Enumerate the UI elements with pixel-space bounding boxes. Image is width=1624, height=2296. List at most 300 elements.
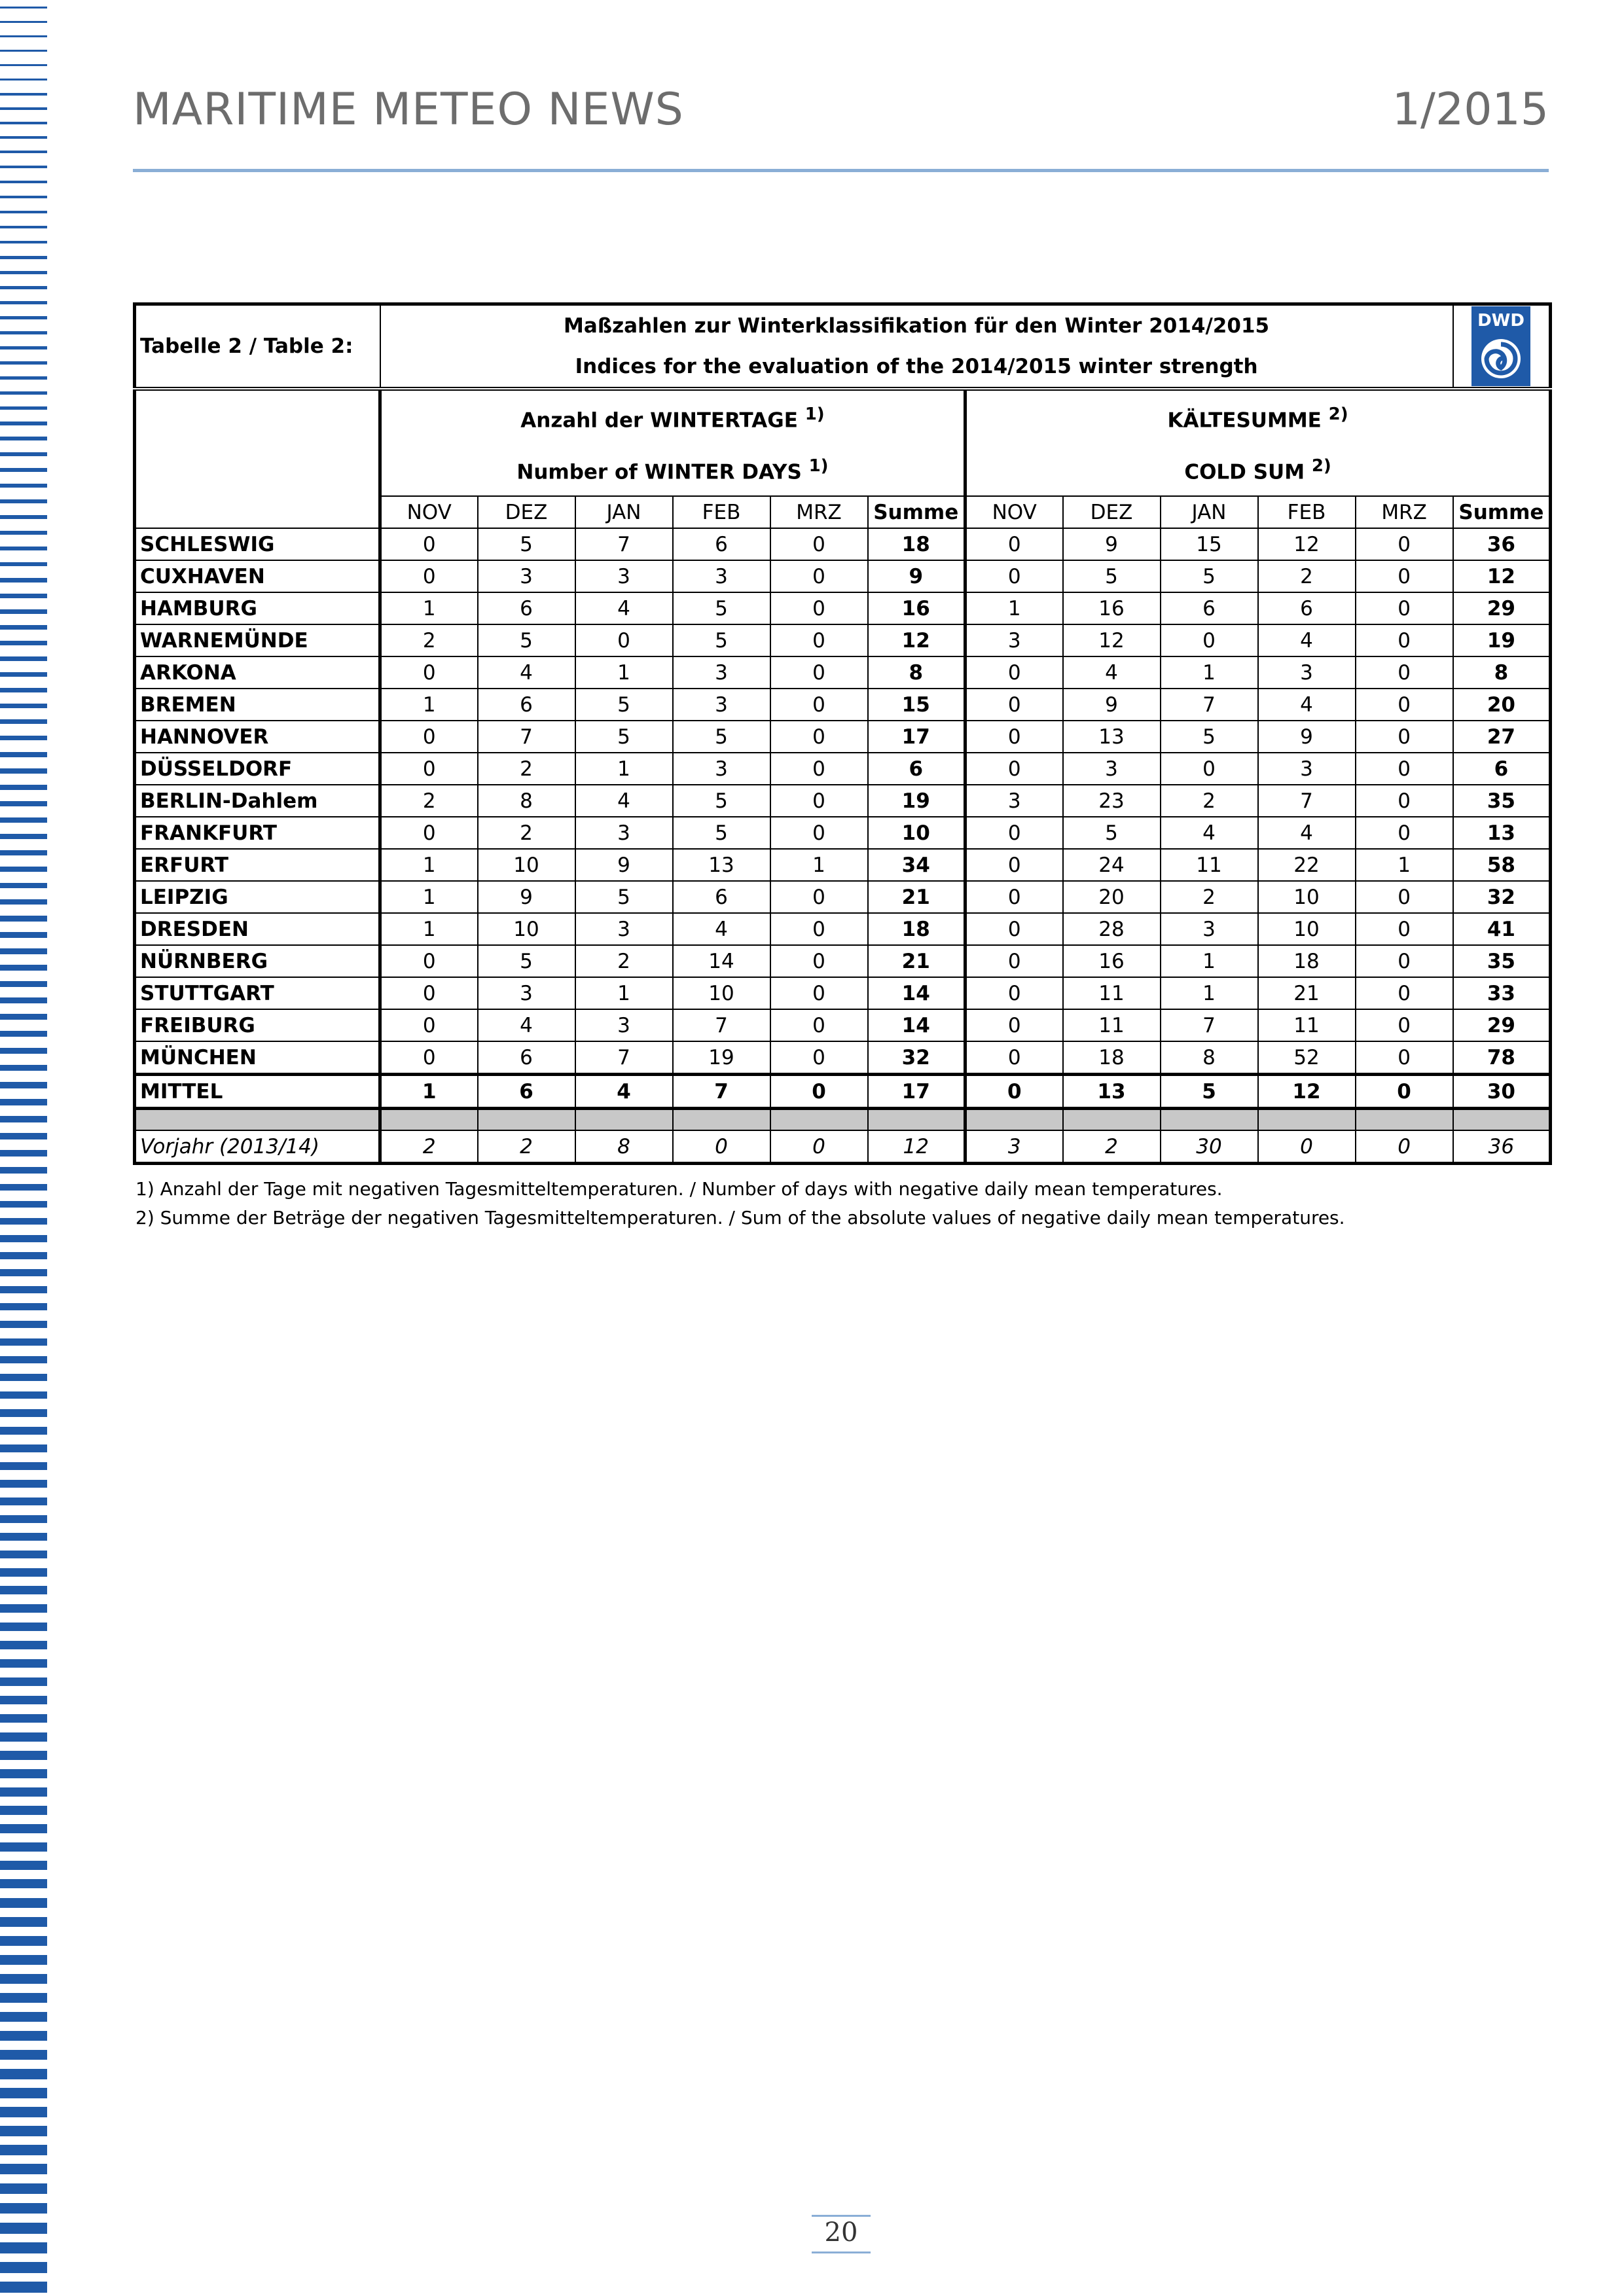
table-cell: 0 (1356, 528, 1453, 560)
separator-cell (1453, 1109, 1551, 1131)
table-cell: 3 (575, 1009, 673, 1041)
table-cell: 13 (1453, 817, 1551, 849)
table-cell: 12 (1258, 1075, 1356, 1109)
table-cell: 8 (868, 656, 965, 689)
table-row (135, 817, 1551, 849)
station-name: LEIPZIG (135, 881, 380, 913)
table-cell: 7 (1258, 785, 1356, 817)
table-cell: 1 (1161, 977, 1258, 1009)
table-cell: 1 (380, 913, 478, 945)
table-cell: 5 (673, 785, 770, 817)
table-cell: 16 (1063, 945, 1161, 977)
table-cell: 20 (1063, 881, 1161, 913)
table-cell: 10 (1258, 913, 1356, 945)
table-cell: 16 (1063, 592, 1161, 624)
table-cell: 12 (1453, 560, 1551, 592)
table-cell: 9 (478, 881, 575, 913)
table-cell: 0 (965, 817, 1063, 849)
table-cell: 17 (868, 1075, 965, 1109)
table-row (135, 560, 1551, 592)
table-cell: 3 (965, 785, 1063, 817)
table-cell: 1 (965, 592, 1063, 624)
table-cell: 1 (575, 753, 673, 785)
table-cell: 7 (575, 1041, 673, 1075)
table-cell: 0 (965, 560, 1063, 592)
separator-row (135, 1109, 1551, 1131)
table-cell: 3 (673, 753, 770, 785)
column-header: FEB (673, 496, 770, 528)
table-cell: 11 (1063, 977, 1161, 1009)
footnote-2: 2) Summe der Beträge der negativen Tagesmitteltemperaturen. / Sum of the absolute values of negative daily mean temperatures. (135, 1207, 1345, 1229)
table-cell: 0 (1356, 560, 1453, 592)
table-cell: 0 (1161, 624, 1258, 656)
table-row (135, 592, 1551, 624)
table-cell: 0 (1356, 1075, 1453, 1109)
table-cell: 1 (575, 977, 673, 1009)
table-cell: 7 (673, 1075, 770, 1109)
table-cell: 0 (770, 624, 868, 656)
station-name: STUTTGART (135, 977, 380, 1009)
table-cell: 0 (380, 977, 478, 1009)
corner-cell (135, 389, 380, 496)
table-cell: 2 (478, 817, 575, 849)
table-cell: 0 (770, 560, 868, 592)
header-title: MARITIME METEO NEWS (133, 84, 684, 135)
table-cell: 6 (673, 528, 770, 560)
column-header: FEB (1258, 496, 1356, 528)
station-name: MITTEL (135, 1075, 380, 1109)
table-cell: 12 (1258, 528, 1356, 560)
table-cell: 1 (380, 689, 478, 721)
table-cell: 0 (770, 785, 868, 817)
table-cell: 1 (1161, 656, 1258, 689)
table-cell: 5 (478, 528, 575, 560)
table-title-de: Maßzahlen zur Winterklassifikation für den Winter 2014/2015 (564, 314, 1270, 338)
station-name: DRESDEN (135, 913, 380, 945)
table-title (380, 304, 1453, 389)
table-cell: 1 (380, 849, 478, 881)
table-cell: 1 (1161, 945, 1258, 977)
table-cell: 6 (1453, 753, 1551, 785)
group-cold-sum (965, 389, 1551, 496)
separator-cell (1161, 1109, 1258, 1131)
table-title-en: Indices for the evaluation of the 2014/2015 winter strength (575, 355, 1258, 378)
table-cell: 22 (1258, 849, 1356, 881)
table-cell: 6 (673, 881, 770, 913)
footnote-ref-1: 1) (804, 404, 825, 424)
table-cell: 9 (1063, 528, 1161, 560)
table-cell: 2 (380, 785, 478, 817)
table-cell: 0 (1258, 1130, 1356, 1164)
table-cell: 3 (673, 689, 770, 721)
table-cell: 5 (575, 689, 673, 721)
table-cell: 35 (1453, 785, 1551, 817)
table-cell: 7 (1161, 689, 1258, 721)
table-cell: 28 (1063, 913, 1161, 945)
table-cell: 9 (1258, 721, 1356, 753)
table-cell: 5 (673, 721, 770, 753)
station-name: ERFURT (135, 849, 380, 881)
header-issue: 1/2015 (1392, 84, 1549, 135)
table-cell: 0 (1356, 592, 1453, 624)
table-cell: 33 (1453, 977, 1551, 1009)
table-cell: 5 (1161, 721, 1258, 753)
table-cell: 3 (1258, 753, 1356, 785)
table-cell: 7 (478, 721, 575, 753)
table-row (135, 785, 1551, 817)
table-cell: 0 (1356, 785, 1453, 817)
station-name: BERLIN-Dahlem (135, 785, 380, 817)
table-cell: 5 (1063, 817, 1161, 849)
table-cell: 0 (1356, 1130, 1453, 1164)
table-cell: 3 (673, 656, 770, 689)
table-cell: 6 (1161, 592, 1258, 624)
separator-cell (868, 1109, 965, 1131)
separator-cell (965, 1109, 1063, 1131)
table-row (135, 753, 1551, 785)
table-cell: 36 (1453, 528, 1551, 560)
separator-cell (1356, 1109, 1453, 1131)
station-name: NÜRNBERG (135, 945, 380, 977)
footnote-1: 1) Anzahl der Tage mit negativen Tagesmitteltemperaturen. / Number of days with negative daily mean temperatures. (135, 1178, 1223, 1200)
table-cell: 0 (380, 528, 478, 560)
table-cell: 0 (965, 881, 1063, 913)
table-cell: 0 (770, 1041, 868, 1075)
table-cell: 21 (868, 945, 965, 977)
station-name: FREIBURG (135, 1009, 380, 1041)
station-name: DÜSSELDORF (135, 753, 380, 785)
table-cell: 0 (965, 945, 1063, 977)
table-cell: 0 (1356, 753, 1453, 785)
table-cell: 13 (673, 849, 770, 881)
table-cell: 0 (965, 849, 1063, 881)
table-cell: 8 (1161, 1041, 1258, 1075)
table-cell: 0 (770, 881, 868, 913)
table-cell: 6 (1258, 592, 1356, 624)
table-cell: 1 (380, 881, 478, 913)
column-header: MRZ (1356, 496, 1453, 528)
station-name: CUXHAVEN (135, 560, 380, 592)
table-cell: 7 (575, 528, 673, 560)
table-cell: 4 (1258, 624, 1356, 656)
table-row (135, 528, 1551, 560)
table-cell: 2 (1258, 560, 1356, 592)
column-header: NOV (380, 496, 478, 528)
table-cell: 24 (1063, 849, 1161, 881)
table-cell: 58 (1453, 849, 1551, 881)
table-cell: 78 (1453, 1041, 1551, 1075)
table-cell: 0 (965, 656, 1063, 689)
table-cell: 21 (1258, 977, 1356, 1009)
table-cell: 0 (1356, 624, 1453, 656)
table-cell: 0 (380, 656, 478, 689)
table-cell: 36 (1453, 1130, 1551, 1164)
footnote-ref-1b: 1) (808, 456, 829, 476)
table-row (135, 913, 1551, 945)
table-cell: 0 (1356, 689, 1453, 721)
separator-cell (575, 1109, 673, 1131)
table-cell: 0 (770, 1130, 868, 1164)
table-cell: 10 (478, 849, 575, 881)
table-cell: 18 (1063, 1041, 1161, 1075)
table-row (135, 721, 1551, 753)
table-cell: 0 (965, 1075, 1063, 1109)
table-cell: 0 (965, 913, 1063, 945)
table-cell: 1 (380, 1075, 478, 1109)
table-row (135, 977, 1551, 1009)
table-cell: 5 (575, 881, 673, 913)
group-cold-sum-de: KÄLTESUMME (1167, 408, 1322, 432)
table-cell: 17 (868, 721, 965, 753)
column-header: DEZ (478, 496, 575, 528)
table-cell: 1 (575, 656, 673, 689)
table-row (135, 881, 1551, 913)
column-header: MRZ (770, 496, 868, 528)
table-row (135, 624, 1551, 656)
table-cell: 0 (1356, 977, 1453, 1009)
table-cell: 13 (1063, 1075, 1161, 1109)
table-cell: 3 (478, 560, 575, 592)
table-cell: 4 (673, 913, 770, 945)
column-header: Summe (868, 496, 965, 528)
group-winter-days-en: Number of WINTER DAYS (516, 460, 802, 484)
table-cell: 5 (673, 817, 770, 849)
corner-cell-lower (135, 496, 380, 528)
table-cell: 19 (673, 1041, 770, 1075)
dwd-logo-cell (1453, 304, 1551, 389)
table-cell: 7 (1161, 1009, 1258, 1041)
table-cell: 4 (1063, 656, 1161, 689)
table-cell: 12 (868, 624, 965, 656)
table-cell: 0 (965, 528, 1063, 560)
table-cell: 16 (868, 592, 965, 624)
table-cell: 5 (1161, 560, 1258, 592)
separator-cell (673, 1109, 770, 1131)
winter-indices-table (133, 302, 1552, 1165)
column-header: Summe (1453, 496, 1551, 528)
table-cell: 0 (1161, 753, 1258, 785)
table-cell: 0 (770, 689, 868, 721)
table-cell: 18 (1258, 945, 1356, 977)
table-cell: 14 (868, 1009, 965, 1041)
table-cell: 1 (1356, 849, 1453, 881)
station-name: HANNOVER (135, 721, 380, 753)
table-cell: 0 (1356, 721, 1453, 753)
station-name: HAMBURG (135, 592, 380, 624)
table-cell: 0 (380, 1009, 478, 1041)
table-cell: 15 (1161, 528, 1258, 560)
group-winter-days-de: Anzahl der WINTERTAGE (520, 408, 798, 432)
table-cell: 1 (770, 849, 868, 881)
table-cell: 8 (575, 1130, 673, 1164)
table-cell: 3 (575, 817, 673, 849)
table-cell: 2 (380, 1130, 478, 1164)
station-name: BREMEN (135, 689, 380, 721)
mittel-row (135, 1075, 1551, 1109)
table-cell: 10 (1258, 881, 1356, 913)
table-cell: 18 (868, 528, 965, 560)
table-cell: 4 (1258, 689, 1356, 721)
table-cell: 21 (868, 881, 965, 913)
table-cell: 4 (575, 785, 673, 817)
table-cell: 0 (965, 1041, 1063, 1075)
table-cell: 52 (1258, 1041, 1356, 1075)
table-cell: 3 (673, 560, 770, 592)
separator-cell (380, 1109, 478, 1131)
column-header: NOV (965, 496, 1063, 528)
table-cell: 6 (478, 689, 575, 721)
table-cell: 0 (380, 1041, 478, 1075)
table-cell: 0 (770, 817, 868, 849)
table-cell: 20 (1453, 689, 1551, 721)
table-cell: 11 (1161, 849, 1258, 881)
table-cell: 5 (673, 592, 770, 624)
table-cell: 18 (868, 913, 965, 945)
separator-cell (135, 1109, 380, 1131)
group-winter-days (380, 389, 965, 496)
table-cell: 29 (1453, 1009, 1551, 1041)
table-cell: 0 (770, 592, 868, 624)
table-cell: 2 (1161, 785, 1258, 817)
table-cell: 5 (478, 624, 575, 656)
table-cell: 0 (965, 721, 1063, 753)
table-cell: 0 (770, 1009, 868, 1041)
table-cell: 0 (770, 721, 868, 753)
table-cell: 32 (868, 1041, 965, 1075)
table-cell: 0 (770, 1075, 868, 1109)
table-cell: 35 (1453, 945, 1551, 977)
table-cell: 5 (575, 721, 673, 753)
column-header: JAN (1161, 496, 1258, 528)
table-cell: 9 (575, 849, 673, 881)
table-cell: 0 (1356, 817, 1453, 849)
table-cell: 41 (1453, 913, 1551, 945)
station-name: FRANKFURT (135, 817, 380, 849)
table-cell: 7 (673, 1009, 770, 1041)
table-cell: 1 (380, 592, 478, 624)
table-cell: 32 (1453, 881, 1551, 913)
table-cell: 0 (1356, 1009, 1453, 1041)
table-cell: 30 (1453, 1075, 1551, 1109)
table-cell: 3 (1161, 913, 1258, 945)
table-row (135, 849, 1551, 881)
table-row (135, 689, 1551, 721)
table-cell: 0 (380, 817, 478, 849)
table-cell: 19 (1453, 624, 1551, 656)
table-cell: 2 (478, 753, 575, 785)
table-cell: 34 (868, 849, 965, 881)
table-cell: 8 (478, 785, 575, 817)
table-cell: 3 (1063, 753, 1161, 785)
table-cell: 14 (673, 945, 770, 977)
group-cold-sum-en: COLD SUM (1184, 460, 1305, 484)
table-cell: 0 (380, 721, 478, 753)
table-cell: 8 (1453, 656, 1551, 689)
table-cell: 0 (673, 1130, 770, 1164)
table-cell: 30 (1161, 1130, 1258, 1164)
station-name: ARKONA (135, 656, 380, 689)
table-cell: 0 (965, 977, 1063, 1009)
table-cell: 11 (1258, 1009, 1356, 1041)
column-header-row (135, 496, 1551, 528)
table-cell: 4 (575, 592, 673, 624)
table-cell: 6 (478, 592, 575, 624)
table-cell: 0 (965, 753, 1063, 785)
page-number-rule-bottom (812, 2251, 871, 2253)
table-cell: 4 (478, 1009, 575, 1041)
table-cell: 5 (1063, 560, 1161, 592)
left-edge-stripes (0, 0, 47, 2296)
table-cell: 12 (868, 1130, 965, 1164)
dwd-logo (1471, 306, 1530, 386)
table-cell: 6 (478, 1041, 575, 1075)
table-cell: 2 (1063, 1130, 1161, 1164)
table-cell: 9 (1063, 689, 1161, 721)
station-name: WARNEMÜNDE (135, 624, 380, 656)
table-cell: 3 (575, 913, 673, 945)
table-cell: 10 (673, 977, 770, 1009)
table-cell: 9 (868, 560, 965, 592)
table-row (135, 945, 1551, 977)
table-cell: 0 (770, 945, 868, 977)
table-cell: 2 (478, 1130, 575, 1164)
table-cell: 0 (1356, 945, 1453, 977)
table-cell: 19 (868, 785, 965, 817)
table-cell: 0 (770, 656, 868, 689)
table-cell: 6 (478, 1075, 575, 1109)
table-cell: 0 (770, 913, 868, 945)
table-cell: 3 (965, 1130, 1063, 1164)
table-cell: 5 (1161, 1075, 1258, 1109)
table-cell: 2 (575, 945, 673, 977)
table-cell: 0 (965, 1009, 1063, 1041)
separator-cell (1063, 1109, 1161, 1131)
dwd-logo-text: DWD (1477, 311, 1525, 331)
table-cell: 0 (770, 977, 868, 1009)
separator-cell (478, 1109, 575, 1131)
station-name: SCHLESWIG (135, 528, 380, 560)
footnote-ref-2: 2) (1328, 404, 1348, 424)
table-cell: 0 (380, 560, 478, 592)
table-cell: 4 (575, 1075, 673, 1109)
table-label: Tabelle 2 / Table 2: (135, 304, 380, 389)
table-cell: 3 (1258, 656, 1356, 689)
station-name: MÜNCHEN (135, 1041, 380, 1075)
table-cell: 29 (1453, 592, 1551, 624)
table-row (135, 1041, 1551, 1075)
table-cell: 0 (1356, 881, 1453, 913)
table-cell: 3 (575, 560, 673, 592)
table-cell: 5 (478, 945, 575, 977)
table-cell: 11 (1063, 1009, 1161, 1041)
column-header: DEZ (1063, 496, 1161, 528)
table-row (135, 1009, 1551, 1041)
table-cell: 4 (1161, 817, 1258, 849)
table-cell: 27 (1453, 721, 1551, 753)
table-cell: 23 (1063, 785, 1161, 817)
previous-year-row (135, 1130, 1551, 1164)
table-cell: 5 (673, 624, 770, 656)
table-cell: 0 (1356, 1041, 1453, 1075)
table-cell: 0 (380, 945, 478, 977)
header-rule (133, 169, 1549, 172)
table-cell: 0 (575, 624, 673, 656)
table-cell: 0 (1356, 656, 1453, 689)
table-cell: 4 (1258, 817, 1356, 849)
table-cell: 12 (1063, 624, 1161, 656)
table-cell: 13 (1063, 721, 1161, 753)
separator-cell (1258, 1109, 1356, 1131)
